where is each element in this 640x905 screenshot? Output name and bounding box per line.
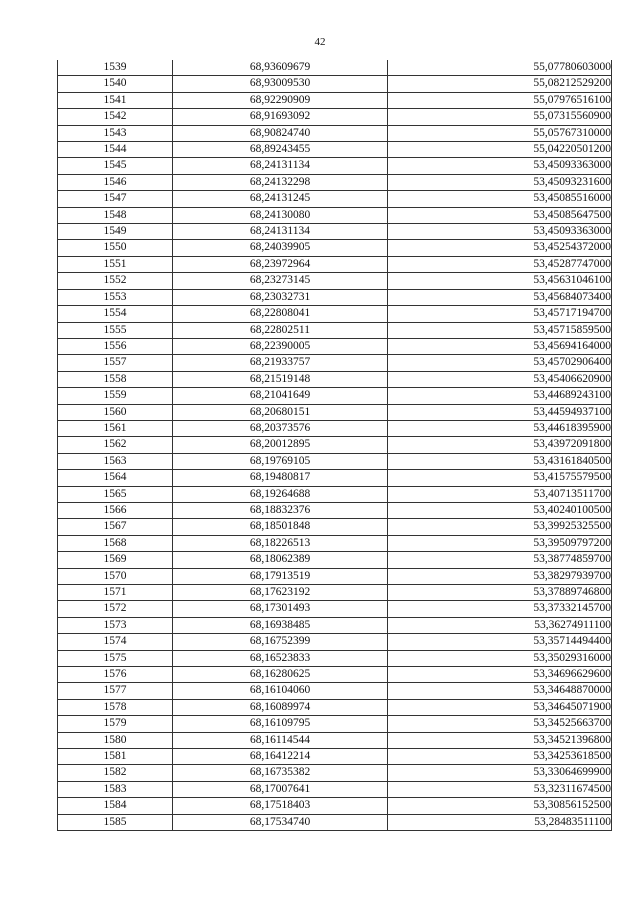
point-number-cell: 1546 <box>58 174 173 190</box>
x-coordinate-cell: 68,16089974 <box>173 699 388 715</box>
x-coordinate-cell: 68,23032731 <box>173 289 388 305</box>
point-number-cell: 1540 <box>58 76 173 92</box>
y-coordinate-cell: 53,34648870000 <box>388 683 612 699</box>
point-number-cell: 1572 <box>58 601 173 617</box>
y-coordinate-cell: 53,37889746800 <box>388 585 612 601</box>
table-row <box>58 142 612 158</box>
point-number-cell: 1551 <box>58 256 173 272</box>
point-number-cell: 1549 <box>58 224 173 240</box>
point-number-cell: 1565 <box>58 486 173 502</box>
y-coordinate-cell: 53,39925325500 <box>388 519 612 535</box>
point-number-cell: 1580 <box>58 732 173 748</box>
point-number-cell: 1541 <box>58 92 173 108</box>
table-row <box>58 667 612 683</box>
x-coordinate-cell: 68,20373576 <box>173 420 388 436</box>
table-row <box>58 306 612 322</box>
table-row <box>58 76 612 92</box>
y-coordinate-cell: 53,35029316000 <box>388 650 612 666</box>
x-coordinate-cell: 68,19769105 <box>173 453 388 469</box>
point-number-cell: 1547 <box>58 191 173 207</box>
x-coordinate-cell: 68,18226513 <box>173 535 388 551</box>
table-row <box>58 781 612 797</box>
table-row <box>58 453 612 469</box>
x-coordinate-cell: 68,17913519 <box>173 568 388 584</box>
point-number-cell: 1581 <box>58 749 173 765</box>
x-coordinate-cell: 68,16735382 <box>173 765 388 781</box>
point-number-cell: 1562 <box>58 437 173 453</box>
point-number-cell: 1561 <box>58 420 173 436</box>
point-number-cell: 1552 <box>58 273 173 289</box>
table-row <box>58 683 612 699</box>
point-number-cell: 1558 <box>58 371 173 387</box>
x-coordinate-cell: 68,24132298 <box>173 174 388 190</box>
x-coordinate-cell: 68,18062389 <box>173 552 388 568</box>
y-coordinate-cell: 53,38774859700 <box>388 552 612 568</box>
point-number-cell: 1571 <box>58 585 173 601</box>
y-coordinate-cell: 53,28483511100 <box>388 814 612 830</box>
y-coordinate-cell: 53,45254372000 <box>388 240 612 256</box>
y-coordinate-cell: 53,34645071900 <box>388 699 612 715</box>
coordinates-table-body <box>58 60 612 831</box>
table-row <box>58 273 612 289</box>
y-coordinate-cell: 53,45406620900 <box>388 371 612 387</box>
table-row <box>58 125 612 141</box>
table-row <box>58 404 612 420</box>
table-row <box>58 420 612 436</box>
point-number-cell: 1542 <box>58 109 173 125</box>
table-row <box>58 92 612 108</box>
table-row <box>58 60 612 76</box>
y-coordinate-cell: 53,36274911100 <box>388 617 612 633</box>
x-coordinate-cell: 68,89243455 <box>173 142 388 158</box>
point-number-cell: 1557 <box>58 355 173 371</box>
point-number-cell: 1539 <box>58 60 173 76</box>
y-coordinate-cell: 53,33064699900 <box>388 765 612 781</box>
x-coordinate-cell: 68,16104060 <box>173 683 388 699</box>
point-number-cell: 1553 <box>58 289 173 305</box>
y-coordinate-cell: 55,04220501200 <box>388 142 612 158</box>
x-coordinate-cell: 68,21041649 <box>173 388 388 404</box>
y-coordinate-cell: 53,35714494400 <box>388 634 612 650</box>
point-number-cell: 1584 <box>58 798 173 814</box>
table-row <box>58 322 612 338</box>
y-coordinate-cell: 55,05767310000 <box>388 125 612 141</box>
y-coordinate-cell: 53,34525663700 <box>388 716 612 732</box>
y-coordinate-cell: 55,07976516100 <box>388 92 612 108</box>
table-row <box>58 732 612 748</box>
y-coordinate-cell: 53,45694164000 <box>388 338 612 354</box>
x-coordinate-cell: 68,23273145 <box>173 273 388 289</box>
x-coordinate-cell: 68,22808041 <box>173 306 388 322</box>
table-row <box>58 338 612 354</box>
y-coordinate-cell: 53,45085647500 <box>388 207 612 223</box>
table-row <box>58 191 612 207</box>
x-coordinate-cell: 68,16752399 <box>173 634 388 650</box>
y-coordinate-cell: 53,45085516000 <box>388 191 612 207</box>
table-row <box>58 749 612 765</box>
point-number-cell: 1575 <box>58 650 173 666</box>
y-coordinate-cell: 53,40240100500 <box>388 502 612 518</box>
table-row <box>58 634 612 650</box>
table-row <box>58 519 612 535</box>
x-coordinate-cell: 68,18832376 <box>173 502 388 518</box>
y-coordinate-cell: 55,07780603000 <box>388 60 612 76</box>
coordinates-table <box>57 60 612 831</box>
table-row <box>58 174 612 190</box>
table-row <box>58 502 612 518</box>
point-number-cell: 1577 <box>58 683 173 699</box>
x-coordinate-cell: 68,18501848 <box>173 519 388 535</box>
y-coordinate-cell: 53,43972091800 <box>388 437 612 453</box>
table-row <box>58 207 612 223</box>
y-coordinate-cell: 53,44618395900 <box>388 420 612 436</box>
y-coordinate-cell: 53,45684073400 <box>388 289 612 305</box>
table-row <box>58 437 612 453</box>
table-row <box>58 552 612 568</box>
x-coordinate-cell: 68,17007641 <box>173 781 388 797</box>
y-coordinate-cell: 53,45093363000 <box>388 158 612 174</box>
y-coordinate-cell: 53,34521396800 <box>388 732 612 748</box>
x-coordinate-cell: 68,17518403 <box>173 798 388 814</box>
page-number: 42 <box>314 36 326 48</box>
table-row <box>58 224 612 240</box>
x-coordinate-cell: 68,21933757 <box>173 355 388 371</box>
table-row <box>58 388 612 404</box>
x-coordinate-cell: 68,24131134 <box>173 158 388 174</box>
table-row <box>58 568 612 584</box>
table-row <box>58 371 612 387</box>
point-number-cell: 1544 <box>58 142 173 158</box>
table-row <box>58 650 612 666</box>
y-coordinate-cell: 53,45702906400 <box>388 355 612 371</box>
point-number-cell: 1585 <box>58 814 173 830</box>
point-number-cell: 1573 <box>58 617 173 633</box>
y-coordinate-cell: 55,08212529200 <box>388 76 612 92</box>
x-coordinate-cell: 68,17623192 <box>173 585 388 601</box>
x-coordinate-cell: 68,24131134 <box>173 224 388 240</box>
y-coordinate-cell: 53,38297939700 <box>388 568 612 584</box>
y-coordinate-cell: 53,43161840500 <box>388 453 612 469</box>
point-number-cell: 1564 <box>58 470 173 486</box>
y-coordinate-cell: 53,32311674500 <box>388 781 612 797</box>
x-coordinate-cell: 68,93609679 <box>173 60 388 76</box>
table-row <box>58 470 612 486</box>
table-row <box>58 240 612 256</box>
x-coordinate-cell: 68,17534740 <box>173 814 388 830</box>
x-coordinate-cell: 68,16523833 <box>173 650 388 666</box>
x-coordinate-cell: 68,22390005 <box>173 338 388 354</box>
point-number-cell: 1548 <box>58 207 173 223</box>
y-coordinate-cell: 53,45093231600 <box>388 174 612 190</box>
x-coordinate-cell: 68,91693092 <box>173 109 388 125</box>
x-coordinate-cell: 68,93009530 <box>173 76 388 92</box>
x-coordinate-cell: 68,24039905 <box>173 240 388 256</box>
table-row <box>58 355 612 371</box>
table-row <box>58 814 612 830</box>
table-row <box>58 535 612 551</box>
y-coordinate-cell: 55,07315560900 <box>388 109 612 125</box>
x-coordinate-cell: 68,20012895 <box>173 437 388 453</box>
point-number-cell: 1556 <box>58 338 173 354</box>
x-coordinate-cell: 68,90824740 <box>173 125 388 141</box>
y-coordinate-cell: 53,39509797200 <box>388 535 612 551</box>
y-coordinate-cell: 53,30856152500 <box>388 798 612 814</box>
table-row <box>58 109 612 125</box>
point-number-cell: 1570 <box>58 568 173 584</box>
point-number-cell: 1566 <box>58 502 173 518</box>
x-coordinate-cell: 68,24131245 <box>173 191 388 207</box>
x-coordinate-cell: 68,16938485 <box>173 617 388 633</box>
point-number-cell: 1568 <box>58 535 173 551</box>
table-row <box>58 601 612 617</box>
table-row <box>58 289 612 305</box>
x-coordinate-cell: 68,19480817 <box>173 470 388 486</box>
table-row <box>58 699 612 715</box>
y-coordinate-cell: 53,45717194700 <box>388 306 612 322</box>
point-number-cell: 1545 <box>58 158 173 174</box>
x-coordinate-cell: 68,16114544 <box>173 732 388 748</box>
y-coordinate-cell: 53,37332145700 <box>388 601 612 617</box>
point-number-cell: 1569 <box>58 552 173 568</box>
y-coordinate-cell: 53,45093363000 <box>388 224 612 240</box>
point-number-cell: 1560 <box>58 404 173 420</box>
table-row <box>58 486 612 502</box>
y-coordinate-cell: 53,40713511700 <box>388 486 612 502</box>
x-coordinate-cell: 68,16109795 <box>173 716 388 732</box>
x-coordinate-cell: 68,17301493 <box>173 601 388 617</box>
table-row <box>58 765 612 781</box>
point-number-cell: 1574 <box>58 634 173 650</box>
point-number-cell: 1543 <box>58 125 173 141</box>
table-row <box>58 716 612 732</box>
table-row <box>58 585 612 601</box>
y-coordinate-cell: 53,44689243100 <box>388 388 612 404</box>
x-coordinate-cell: 68,23972964 <box>173 256 388 272</box>
x-coordinate-cell: 68,16412214 <box>173 749 388 765</box>
point-number-cell: 1579 <box>58 716 173 732</box>
point-number-cell: 1583 <box>58 781 173 797</box>
y-coordinate-cell: 53,45715859500 <box>388 322 612 338</box>
point-number-cell: 1555 <box>58 322 173 338</box>
x-coordinate-cell: 68,24130080 <box>173 207 388 223</box>
point-number-cell: 1559 <box>58 388 173 404</box>
y-coordinate-cell: 53,45631046100 <box>388 273 612 289</box>
y-coordinate-cell: 53,34253618500 <box>388 749 612 765</box>
x-coordinate-cell: 68,92290909 <box>173 92 388 108</box>
point-number-cell: 1576 <box>58 667 173 683</box>
table-row <box>58 256 612 272</box>
table-row <box>58 617 612 633</box>
x-coordinate-cell: 68,16280625 <box>173 667 388 683</box>
point-number-cell: 1578 <box>58 699 173 715</box>
x-coordinate-cell: 68,21519148 <box>173 371 388 387</box>
y-coordinate-cell: 53,44594937100 <box>388 404 612 420</box>
x-coordinate-cell: 68,19264688 <box>173 486 388 502</box>
table-row <box>58 158 612 174</box>
y-coordinate-cell: 53,45287747000 <box>388 256 612 272</box>
x-coordinate-cell: 68,22802511 <box>173 322 388 338</box>
point-number-cell: 1567 <box>58 519 173 535</box>
y-coordinate-cell: 53,34696629600 <box>388 667 612 683</box>
point-number-cell: 1550 <box>58 240 173 256</box>
point-number-cell: 1582 <box>58 765 173 781</box>
point-number-cell: 1563 <box>58 453 173 469</box>
y-coordinate-cell: 53,41575579500 <box>388 470 612 486</box>
x-coordinate-cell: 68,20680151 <box>173 404 388 420</box>
point-number-cell: 1554 <box>58 306 173 322</box>
table-row <box>58 798 612 814</box>
